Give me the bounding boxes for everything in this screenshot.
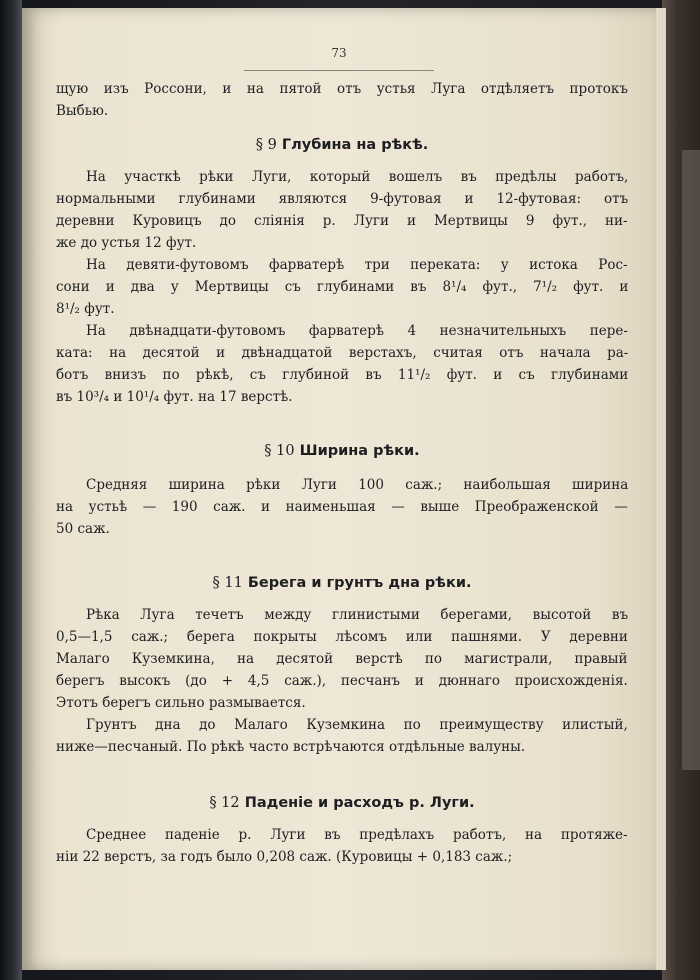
- text-line: Среднее паденіе р. Луги въ предѣлахъ работъ, на протяже-: [86, 827, 628, 843]
- text-line: въ 10³/₄ и 10¹/₄ фут. на 17 верстѣ.: [56, 389, 293, 405]
- section-heading: [56, 792, 628, 814]
- text-line: Выбью.: [56, 103, 109, 119]
- text-line: берегъ высокъ (до + 4,5 саж.), песчанъ и дюннаго происхожденія.: [56, 673, 628, 689]
- page-body: [56, 78, 628, 868]
- text-line: на устьѣ — 190 саж. и наименьшая — выше Преображенской —: [56, 499, 628, 515]
- paragraph: [56, 604, 628, 714]
- text-line: же до устья 12 фут.: [56, 235, 197, 251]
- text-line: ката: на десятой и двѣнадцатой верстахъ, считая отъ начала ра-: [56, 345, 629, 361]
- text-line: ніи 22 верстъ, за годъ было 0,208 саж. (Куровицы + 0,183 саж.;: [56, 849, 513, 865]
- section-title: Глубина на рѣкѣ.: [281, 137, 429, 153]
- section-heading: [56, 572, 628, 594]
- paragraph: [56, 78, 628, 122]
- text-line: Рѣка Луга течетъ между глинистыми берегами, высотой въ: [86, 607, 629, 623]
- paragraph: [56, 474, 628, 540]
- section-title: Ширина рѣки.: [299, 443, 420, 459]
- text-line: нормальными глубинами являются 9-футовая и 12-футовая: отъ: [56, 191, 629, 207]
- text-line: На участкѣ рѣки Луги, который вошелъ въ предѣлы работъ,: [86, 169, 629, 185]
- book-cover-edge: [662, 0, 700, 980]
- text-line: 8¹/₂ фут.: [56, 301, 115, 317]
- paragraph: [56, 166, 628, 254]
- text-line: сони и два у Мертвицы съ глубинами въ 8¹/₄ фут., 7¹/₂ фут. и: [56, 279, 629, 295]
- paragraph: [56, 254, 628, 320]
- text-line: 0,5—1,5 саж.; берега покрыты лѣсомъ или пашнями. У деревни: [56, 629, 628, 645]
- text-line: Малаго Куземкина, на десятой верстѣ по магистрали, правый: [56, 651, 628, 667]
- section-number: § 10: [264, 443, 295, 459]
- section-title: Берега и грунтъ дна рѣки.: [247, 575, 472, 591]
- book-page: [22, 8, 656, 970]
- text-line: деревни Куровицъ до сліянія р. Луги и Мертвицы 9 фут., ни-: [56, 213, 628, 229]
- text-line: На двѣнадцати-футовомъ фарватерѣ 4 незначительныхъ пере-: [86, 323, 628, 339]
- text-line: Средняя ширина рѣки Луги 100 саж.; наибольшая ширина: [86, 477, 629, 493]
- paragraph: [56, 824, 628, 868]
- section-number: § 11: [212, 575, 243, 591]
- text-line: щую изъ Россони, и на пятой отъ устья Луга отдѣляетъ протокъ: [56, 81, 628, 97]
- text-line: На девяти-футовомъ фарватерѣ три переката: у истока Рос-: [86, 257, 628, 273]
- text-line: ботъ внизъ по рѣкѣ, съ глубиной въ 11¹/₂ фут. и съ глубинами: [56, 367, 629, 383]
- text-line: Грунтъ дна до Малаго Куземкина по преимуществу илистый,: [86, 717, 628, 733]
- paragraph: [56, 714, 628, 758]
- paragraph: [56, 320, 628, 408]
- section-number: § 12: [209, 795, 240, 811]
- section-title: Паденіе и расходъ р. Луги.: [244, 795, 475, 811]
- section-heading: [56, 440, 628, 462]
- section-heading: [56, 134, 628, 156]
- page-number: 73: [331, 46, 347, 60]
- text-line: 50 саж.: [56, 521, 110, 537]
- binding-shadow: [0, 0, 22, 980]
- text-line: ниже—песчаный. По рѣкѣ часто встрѣчаются отдѣльные валуны.: [56, 739, 526, 755]
- header-rule: [244, 70, 434, 71]
- section-number: § 9: [255, 137, 277, 153]
- text-line: Этотъ берегъ сильно размывается.: [56, 695, 306, 711]
